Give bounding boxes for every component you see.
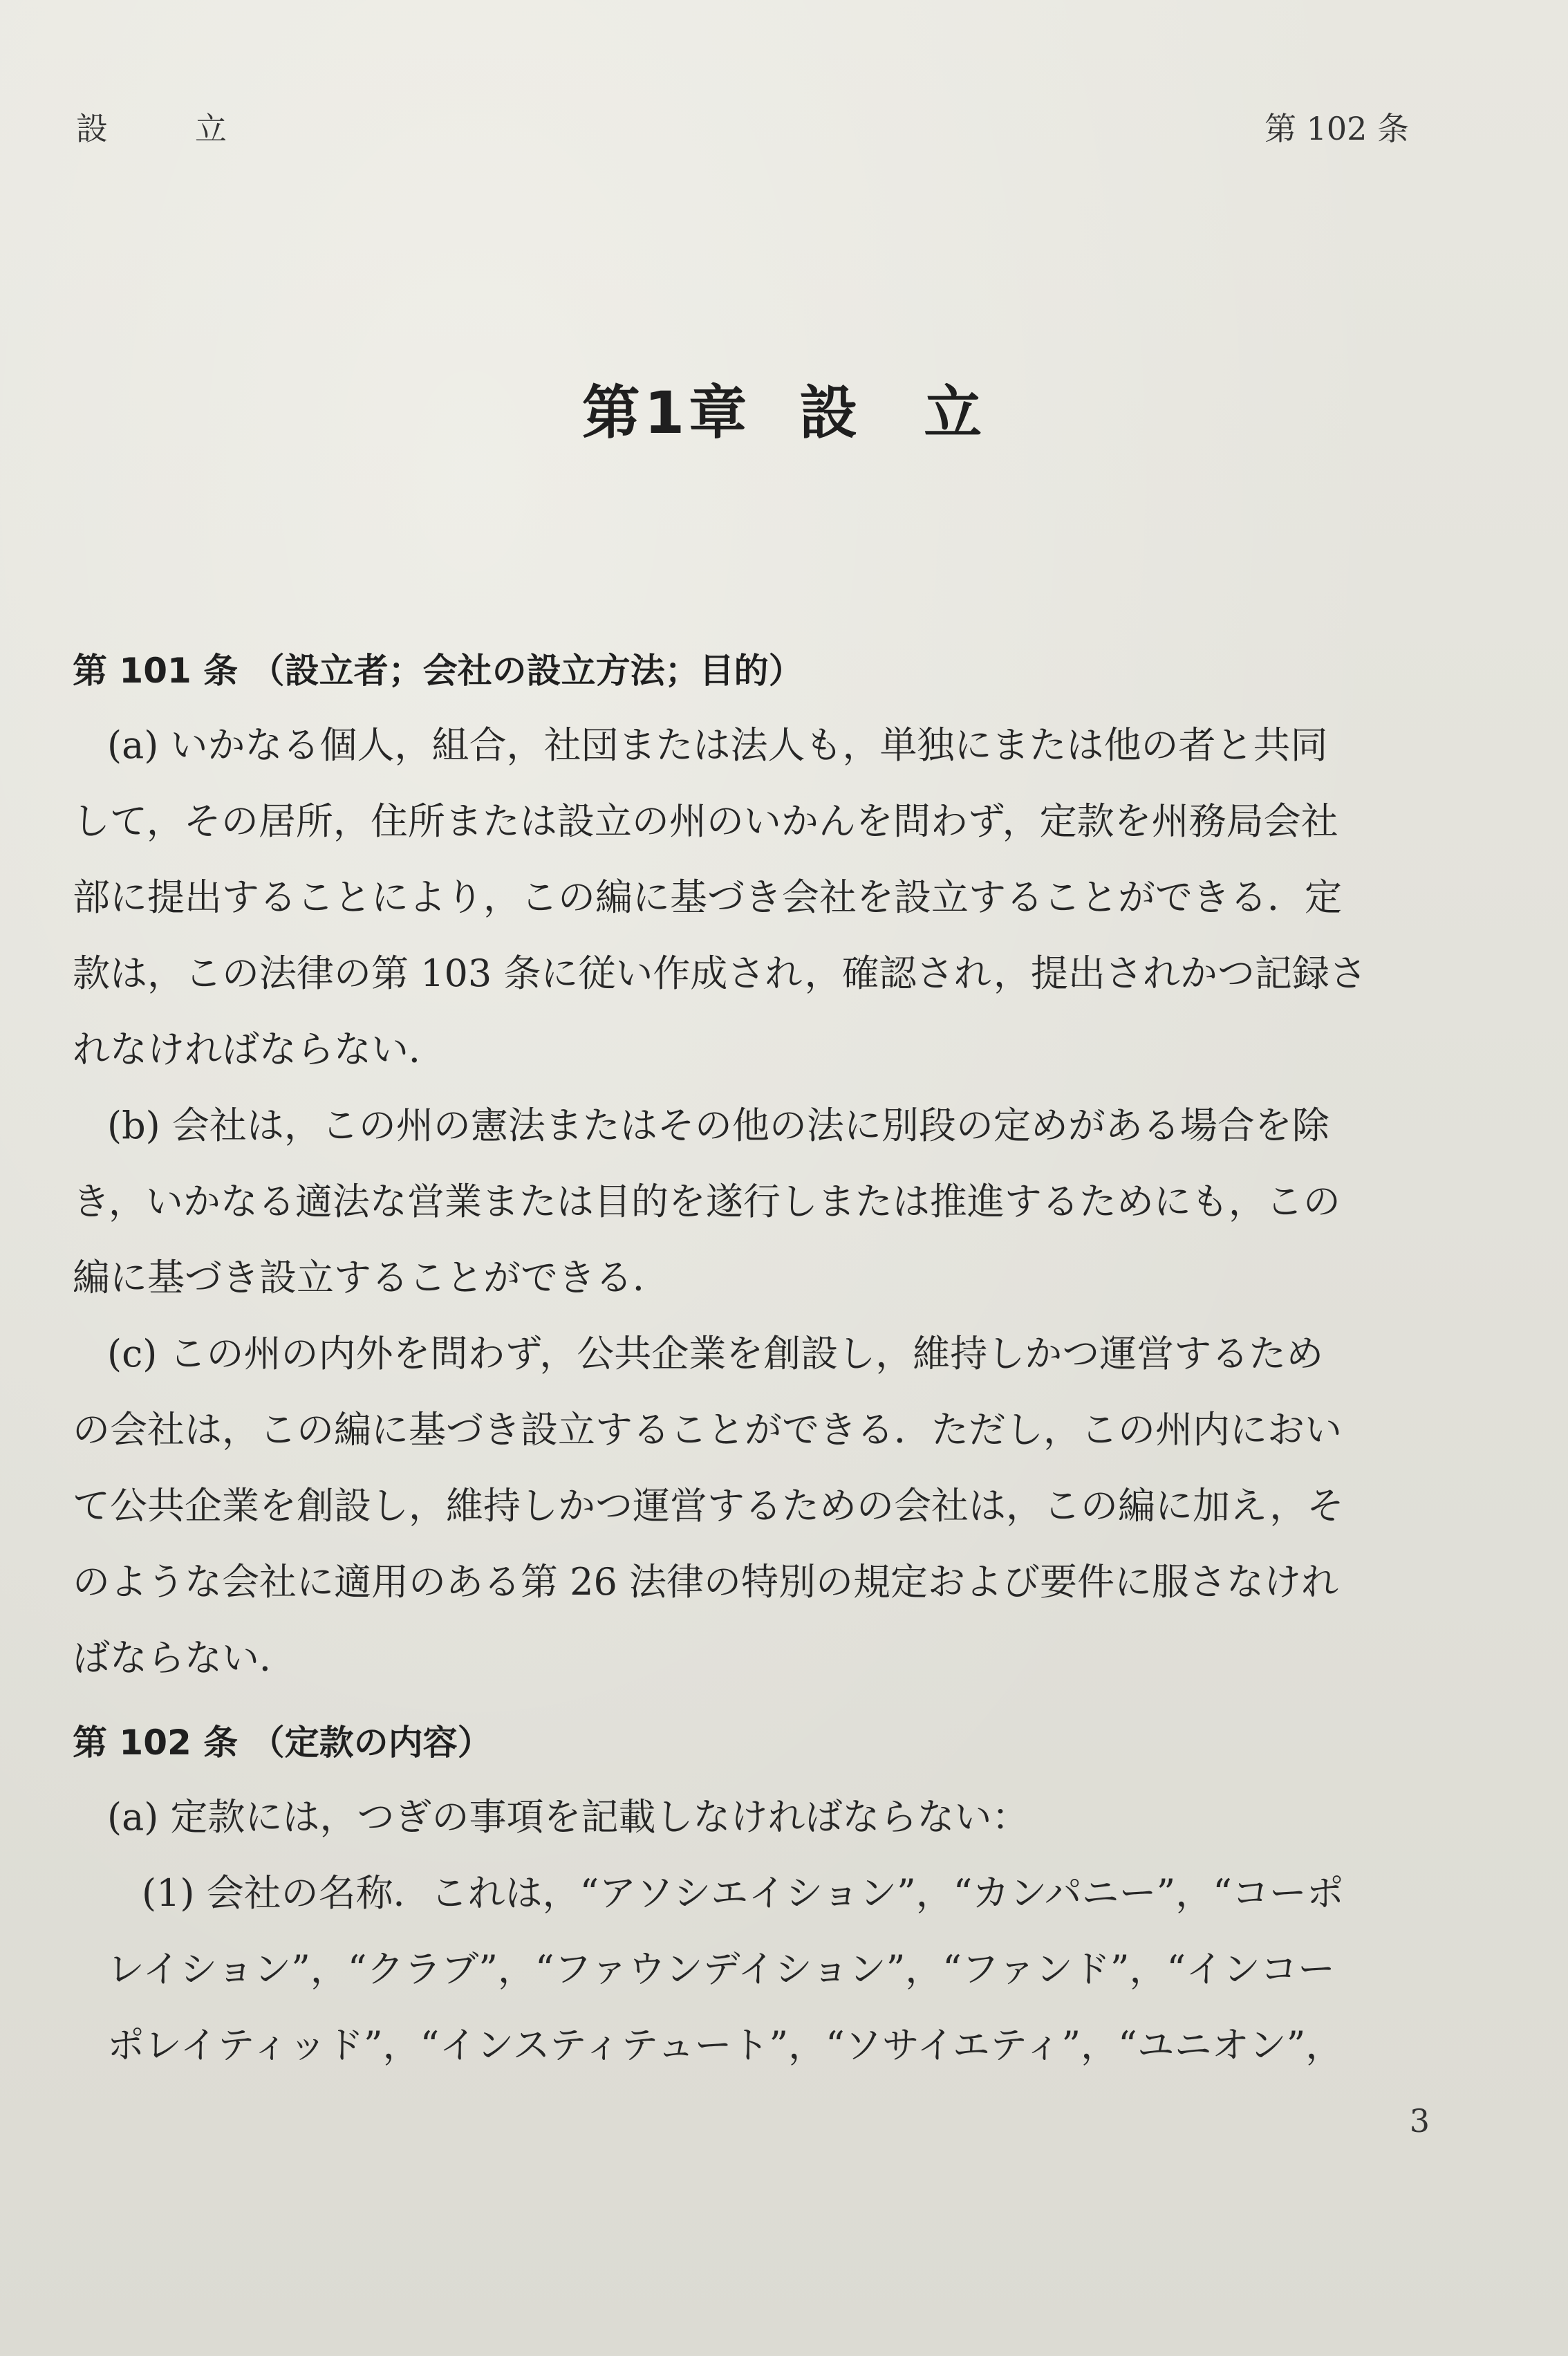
article-101-line: の会社は，この編に基づき設立することができる．ただし，この州内におい <box>73 1408 1342 1451</box>
article-101-line: (b) 会社は，この州の憲法またはその他の法に別段の定めがある場合を除 <box>107 1104 1329 1147</box>
article-101-line: のような会社に適用のある第 26 法律の特別の規定および要件に服さなけれ <box>73 1560 1339 1604</box>
article-102-line: (a) 定款には，つぎの事項を記載しなければならない： <box>107 1795 1029 1839</box>
article-102-heading: 第 102 条 （定款の内容） <box>73 1723 492 1763</box>
chapter-number: 第1章 <box>581 379 752 447</box>
page-number: 3 <box>1409 2102 1430 2140</box>
running-head-section: 設 立 <box>76 110 254 147</box>
article-101-line: て公共企業を創設し，維持しかつ運営するための会社は，この編に加え，そ <box>73 1484 1345 1528</box>
article-101-line: 部に提出することにより，この編に基づき会社を設立することができる．定 <box>73 875 1342 919</box>
article-101-line: 編に基づき設立することができる． <box>73 1256 670 1299</box>
running-head-article: 第 102 条 <box>1264 110 1409 147</box>
chapter-name: 設 立 <box>799 379 987 447</box>
article-101-line: して，その居所，住所または設立の州のいかんを問わず，定款を州務局会社 <box>73 799 1338 843</box>
article-101-line: 款は，この法律の第 103 条に従い作成され，確認され，提出されかつ記録さ <box>73 952 1367 995</box>
article-101-line: ばならない． <box>73 1636 297 1680</box>
article-101-line: れなければならない． <box>73 1028 446 1071</box>
chapter-title <box>0 367 1568 450</box>
article-101-line: (c) この州の内外を問わず，公共企業を創設し，維持しかつ運営するため <box>107 1332 1324 1375</box>
article-102-line: レイション”，“クラブ”，“ファウンデイション”，“ファンド”，“インコー <box>107 1947 1336 1991</box>
article-101-line: き，いかなる適法な営業または目的を遂行しまたは推進するためにも，この <box>73 1180 1341 1223</box>
article-102-line: (1) 会社の名称．これは，“アソシエイション”，“カンパニー”，“コーポ <box>142 1871 1344 1915</box>
article-102-line: ポレイティッド”，“インスティテュート”，“ソサイエティ”，“ユニオン”， <box>107 2023 1343 2067</box>
article-101-line: (a) いかなる個人，組合，社団または法人も，単独にまたは他の者と共同 <box>107 723 1328 767</box>
article-101-heading: 第 101 条 （設立者；会社の設立方法；目的） <box>73 651 803 691</box>
